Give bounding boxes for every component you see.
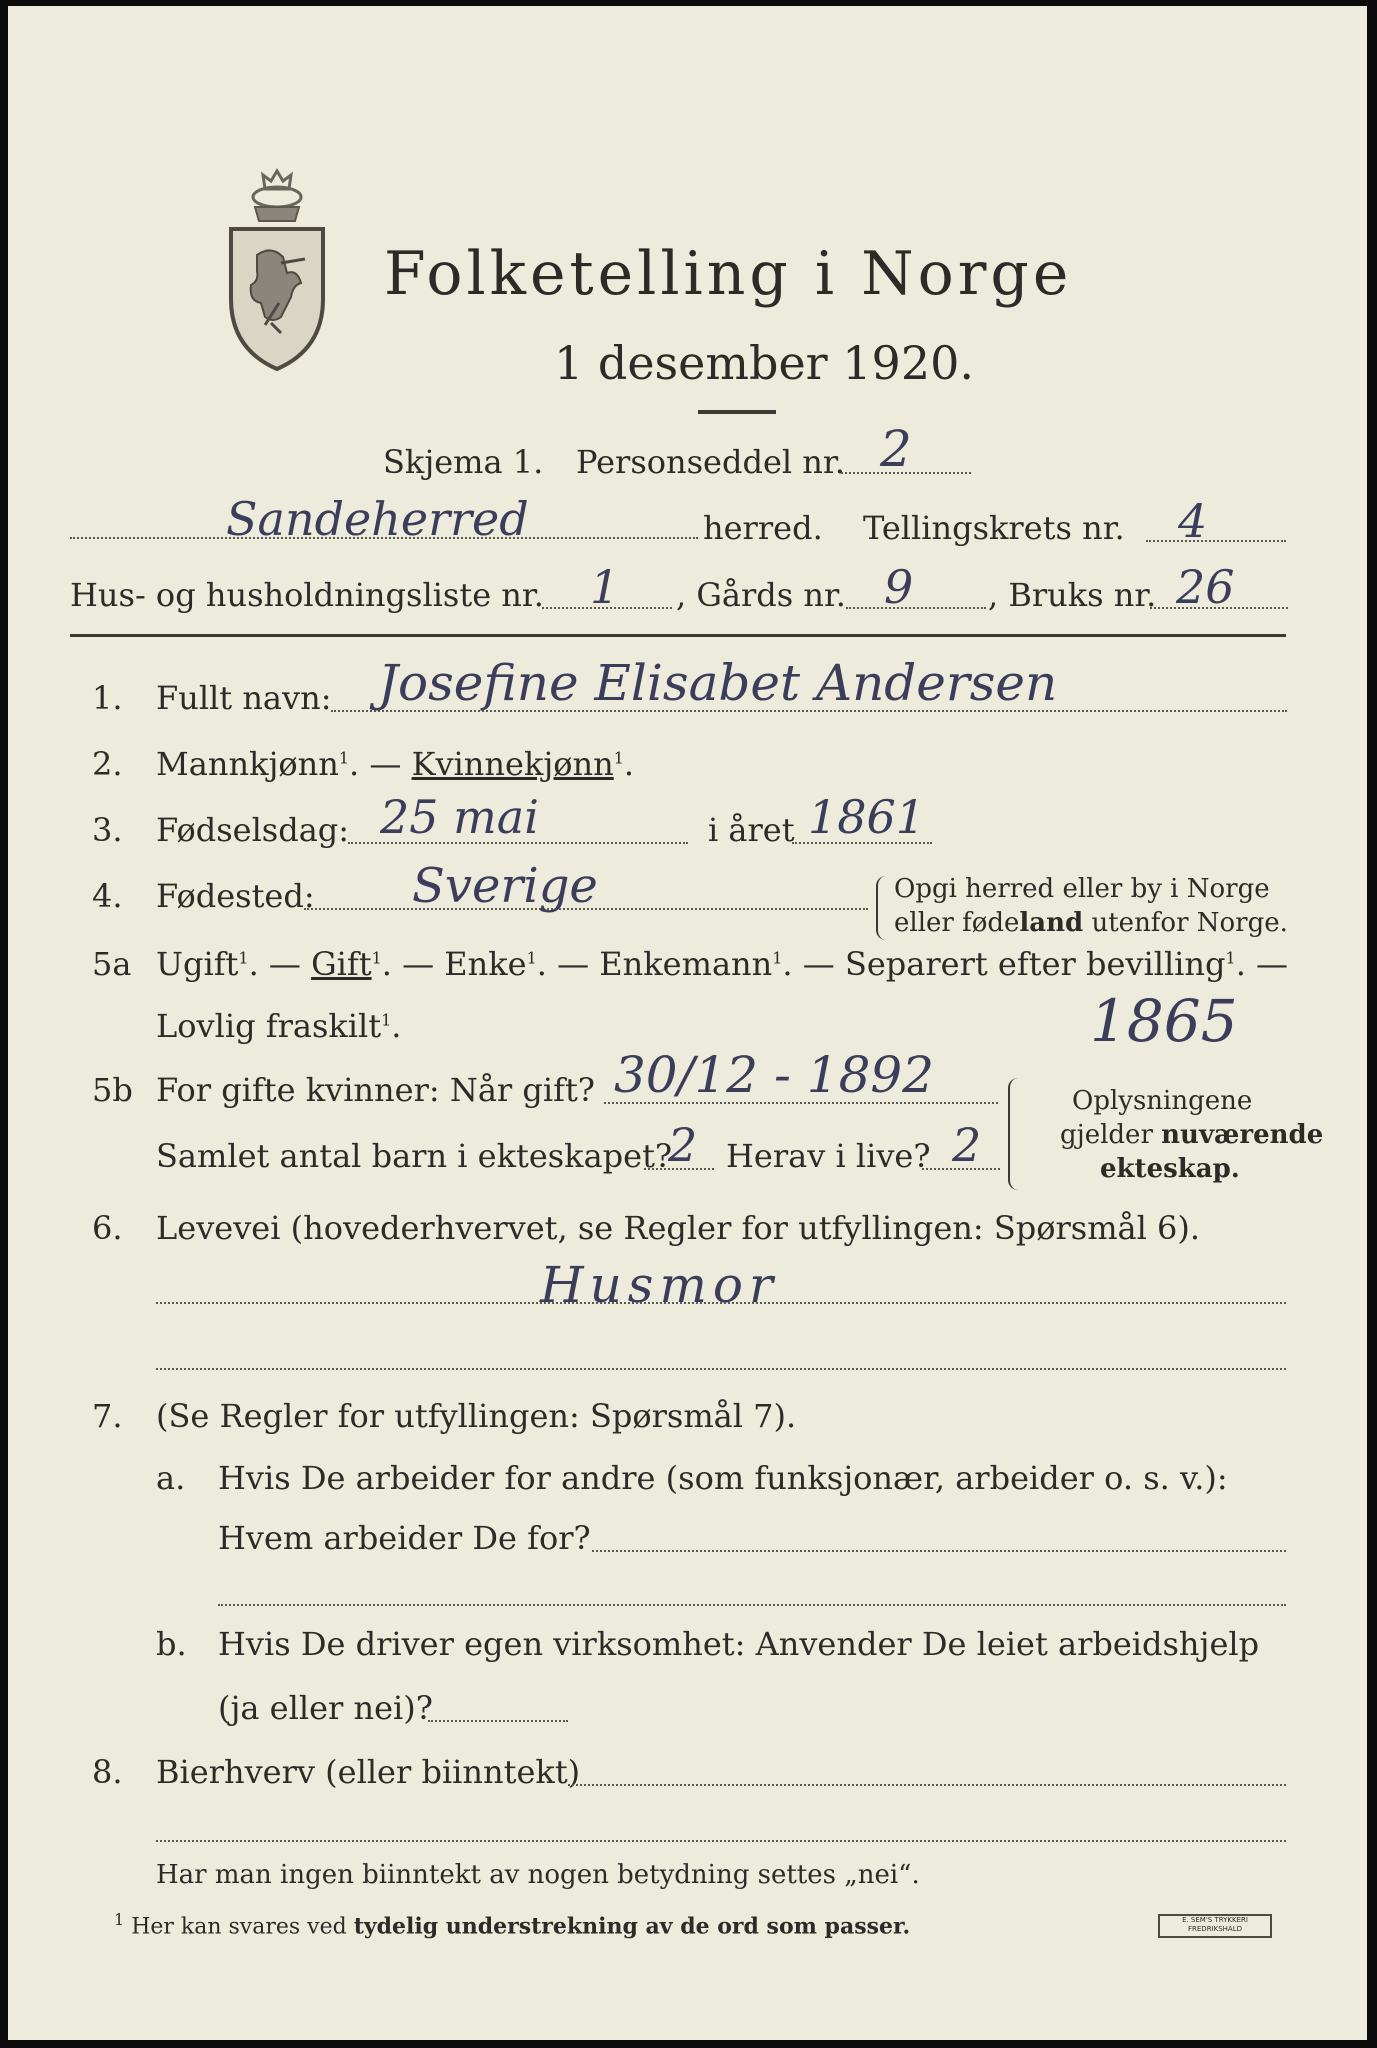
bruks-label: , Bruks nr. — [988, 576, 1157, 614]
census-form-sheet — [8, 6, 1367, 2040]
q2-male-option: Mannkjønn — [156, 745, 339, 783]
q2-male-footnote-mark: 1 — [338, 748, 350, 768]
q5a-separert: Separert efter bevilling — [844, 945, 1226, 983]
q5a-number: 5a — [92, 945, 132, 983]
gaards-line — [846, 607, 986, 609]
q3-number: 3. — [92, 811, 123, 849]
q5b-number: 5b — [92, 1071, 133, 1109]
norwegian-coat-of-arms-emblem — [221, 163, 333, 373]
q5a-gift-footnote-mark: 1 — [371, 948, 382, 968]
q1-number: 1. — [92, 679, 123, 717]
q4-note-line1: Opgi herred eller by i Norge — [894, 874, 1270, 904]
q8-label: Bierhverv (eller biinntekt) — [156, 1753, 581, 1791]
q5b-note-brace — [1008, 1078, 1020, 1190]
q5a-enke-footnote-mark: 1 — [526, 948, 537, 968]
q4-note-c: utenfor Norge. — [1083, 908, 1288, 938]
q7-number: 7. — [92, 1397, 123, 1435]
q5b-barn-label: Samlet antal barn i ekteskapet? — [156, 1137, 673, 1175]
skjema-label: Skjema 1. — [383, 443, 544, 481]
q4-value: Sverige — [412, 858, 598, 914]
printer-stamp: E. SEM'S TRYKKERI FREDRIKSHALD — [1158, 1914, 1272, 1938]
bottom-note: Har man ingen biinntekt av nogen betydning settes „nei“. — [156, 1860, 920, 1890]
footnote-text-a: Her kan svares ved — [131, 1914, 354, 1940]
q3-value: 25 mai — [380, 790, 539, 844]
q8-line-2 — [156, 1840, 1286, 1842]
q7b-letter: b. — [156, 1625, 187, 1663]
gaards-value: 9 — [884, 560, 914, 614]
tellingskrets-value: 4 — [1178, 494, 1208, 548]
q6-line-2 — [156, 1368, 1286, 1370]
q7b-text: Hvis De driver egen virksomhet: Anvender De leiet arbeidshjelp — [218, 1625, 1260, 1663]
q5a-fraskilt-footnote-mark: 1 — [381, 1010, 392, 1030]
q8-line-1 — [568, 1784, 1286, 1786]
q6-line-1 — [156, 1302, 1286, 1304]
q7-label: (Se Regler for utfyllingen: Spørsmål 7). — [156, 1397, 797, 1435]
q5b-value: 30/12 - 1892 — [614, 1046, 935, 1104]
q5b-note-3: ekteskap. — [1100, 1154, 1240, 1184]
tellingskrets-line — [1146, 540, 1286, 542]
footnote-mark: 1 — [114, 1910, 125, 1929]
q5a-ugift: Ugift — [156, 945, 239, 983]
q2-end: . — [623, 745, 635, 783]
form-title: Folketelling i Norge — [384, 239, 1073, 309]
hus-value: 1 — [590, 560, 620, 614]
q2-female-option: Kvinnekjønn — [411, 745, 614, 783]
form-date: 1 desember 1920. — [554, 336, 974, 390]
q2-female-footnote-mark: 1 — [613, 748, 624, 768]
q5b-note-line3 — [1100, 1156, 1240, 1182]
q1-value: Josefine Elisabet Andersen — [378, 654, 1058, 712]
title-divider — [698, 410, 776, 414]
herred-value: Sandeherred — [226, 492, 529, 546]
q8-number: 8. — [92, 1753, 123, 1791]
q2-separator: . — — [349, 745, 402, 783]
q5a-enke: Enke — [444, 945, 527, 983]
q4-label: Fødested: — [156, 877, 315, 915]
q6-label: Levevei (hovederhvervet, se Regler for utfyllingen: Spørsmål 6). — [156, 1209, 1201, 1247]
q5a-gift: Gift — [311, 945, 372, 983]
q5b-barn-value: 2 — [668, 1118, 698, 1172]
q3-year-value: 1861 — [808, 790, 926, 844]
personseddel-label: Personseddel nr. — [576, 443, 845, 481]
q5a-fraskilt: Lovlig fraskilt$^1$. — [156, 1007, 402, 1045]
q6-number: 6. — [92, 1209, 123, 1247]
q7b-yn-line — [428, 1720, 568, 1722]
q3-year-label: i året — [708, 811, 795, 849]
q5a-separert-footnote-mark: 1 — [1225, 948, 1236, 968]
q5b-note-line1: Oplysningene — [1072, 1086, 1253, 1116]
q7a-letter: a. — [156, 1459, 186, 1497]
tellingskrets-label: Tellingskrets nr. — [863, 509, 1125, 547]
q7a-who-label: Hvem arbeider De for? — [218, 1519, 591, 1557]
bruks-value: 26 — [1176, 560, 1235, 614]
q2-number: 2. — [92, 745, 123, 783]
q2-options — [156, 745, 635, 783]
q5b-note-line2 — [1060, 1122, 1323, 1148]
q5a-options: Ugift$^1$. — Gift$^1$. — Enke$^1$. — Enkemann$^1$. — Separert efter bevilling$^1$. — — [156, 945, 1289, 983]
q6-value: Husmor — [540, 1256, 779, 1314]
q5a-ugift-footnote-mark: 1 — [238, 948, 249, 968]
header-separator — [70, 634, 1286, 637]
q4-number: 4. — [92, 877, 123, 915]
q7a-extra-line — [218, 1604, 1286, 1606]
q5b-note-2b: nuværende — [1161, 1120, 1324, 1150]
q4-note-line2 — [894, 910, 1288, 936]
footnote-text-b: tydelig understrekning av de ord som passer. — [353, 1913, 911, 1940]
q5b-live-label: Herav i live? — [726, 1137, 931, 1175]
q3-label: Fødselsdag: — [156, 811, 350, 849]
q7a-text: Hvis De arbeider for andre (som funksjonær, arbeider o. s. v.): — [218, 1459, 1228, 1497]
gaards-label: , Gårds nr. — [676, 576, 846, 614]
q7b-yn-label: (ja eller nei)? — [218, 1689, 433, 1727]
personseddel-value: 2 — [880, 420, 912, 478]
q4-note-brace — [876, 876, 888, 940]
q7a-who-line — [592, 1550, 1286, 1552]
q5a-marginal-note: 1865 — [1090, 987, 1238, 1055]
q4-note-b: land — [1019, 908, 1084, 938]
footnote — [114, 1912, 910, 1938]
q5a-enkemann: Enkemann — [599, 945, 773, 983]
q5a-enkemann-footnote-mark: 1 — [772, 948, 783, 968]
q5b-live-value: 2 — [952, 1118, 982, 1172]
q4-note-a: eller føde — [894, 908, 1020, 938]
q5b-label: For gifte kvinner: Når gift? — [156, 1071, 595, 1109]
hus-label: Hus- og husholdningsliste nr. — [70, 576, 544, 614]
q5a-fraskilt-label: Lovlig fraskilt — [156, 1007, 382, 1045]
herred-label: herred. — [703, 509, 823, 547]
q1-label: Fullt navn: — [156, 679, 332, 717]
q5b-note-2a: gjelder — [1060, 1120, 1162, 1150]
